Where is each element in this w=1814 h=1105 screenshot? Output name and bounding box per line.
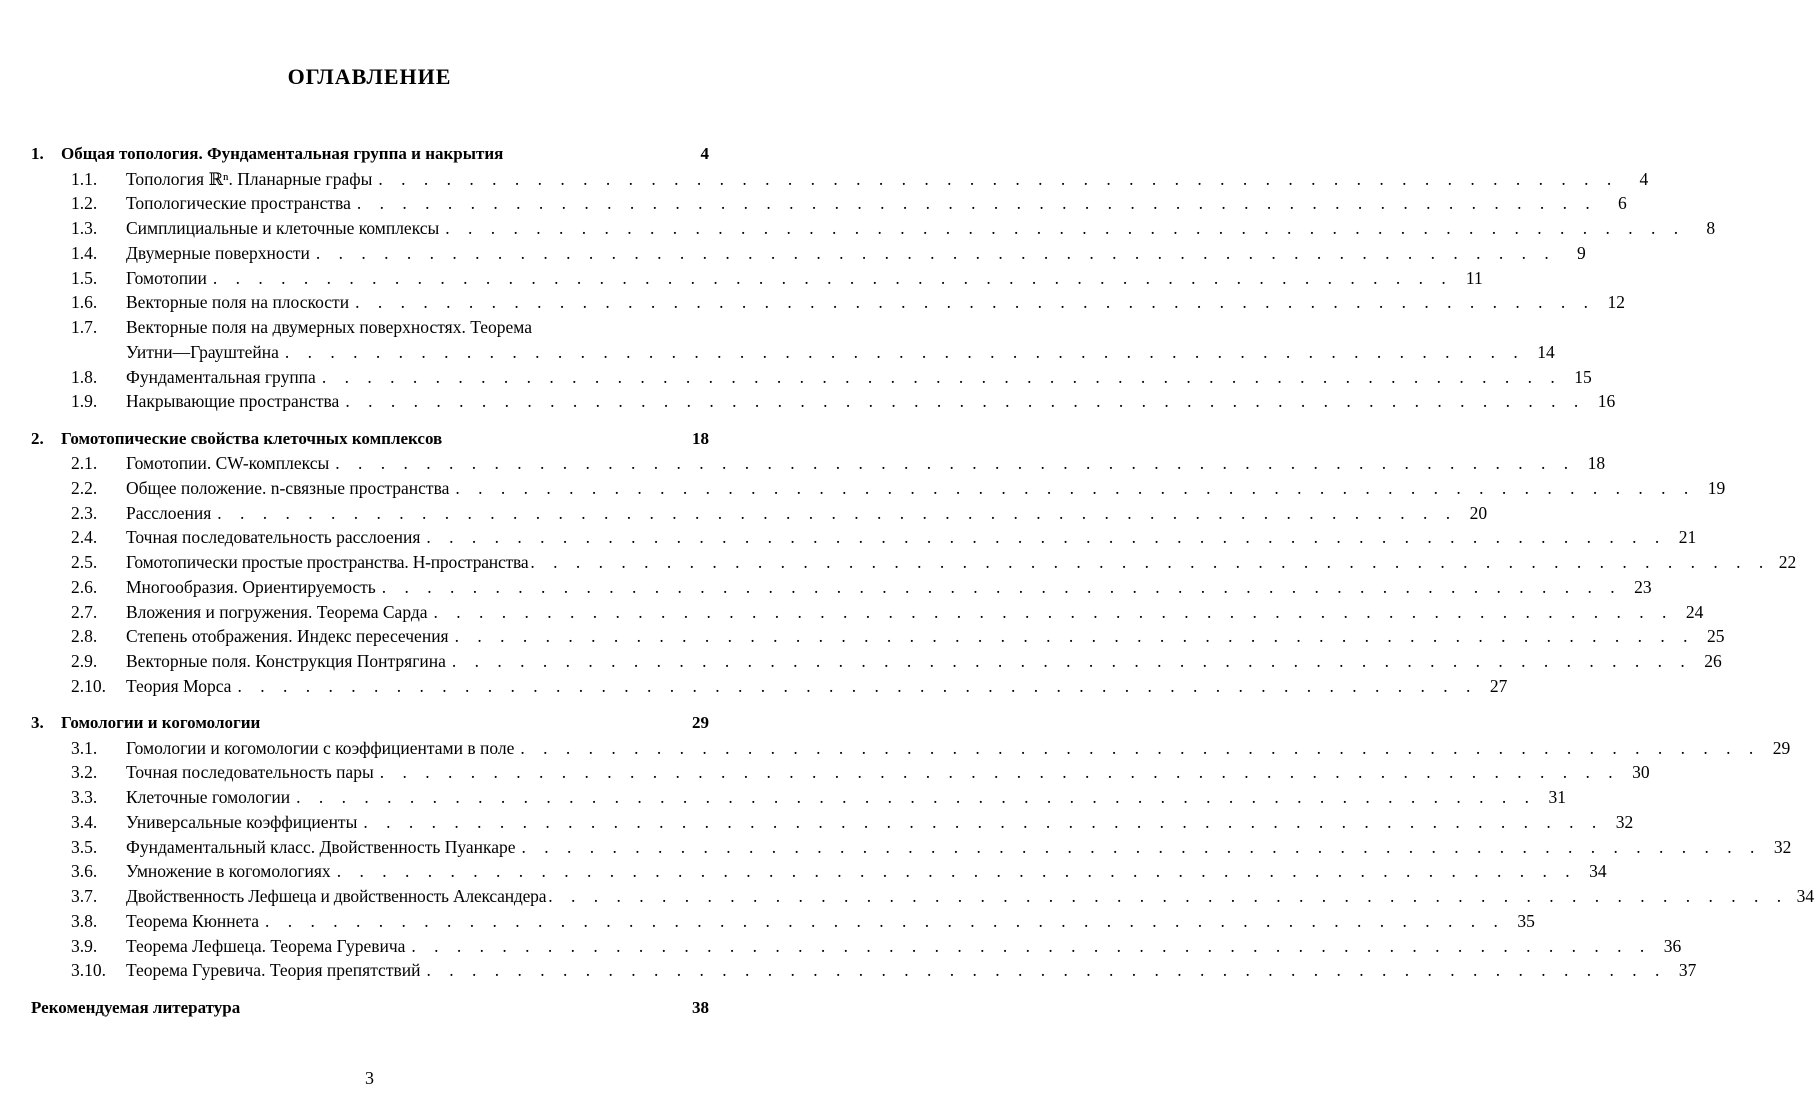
- entry-number: 3.1.: [71, 737, 98, 758]
- entry-title: Двойственность Лефшеца и двойственность Александера: [126, 886, 547, 906]
- chapter-title: Гомотопические свойства клеточных комплексов: [61, 428, 443, 448]
- toc-entry: [31, 649, 1722, 674]
- toc-entry: [31, 167, 1649, 192]
- entry-title: Гомологии и когомологии с коэффициентами в поле: [126, 737, 515, 758]
- toc-entry: [31, 624, 1725, 649]
- entry-page: 8: [1706, 218, 1716, 238]
- leader-dots: . . . . . . . . . . . . . . . . . . . . . . . . . . . . . . . . . . . . . . . . . . . . . . . . . . . . . . .: [345, 391, 1586, 412]
- leader-dots: . . . . . . . . . . . . . . . . . . . . . . . . . . . . . . . . . . . . . . . . . . . . . . . . . . . . . . .: [355, 292, 1595, 313]
- toc-entry: [31, 600, 1704, 625]
- toc-entry: [31, 884, 1814, 909]
- entry-title: Симплициальные и клеточные комплексы: [126, 218, 440, 238]
- toc-entry: [31, 958, 1697, 983]
- entry-title: Топология ℝⁿ. Планарные графы: [126, 168, 373, 189]
- entry-page: 11: [1465, 267, 1483, 288]
- chapter-number: 3.: [31, 713, 44, 732]
- entry-page: 15: [1574, 366, 1592, 387]
- entry-page: 35: [1517, 910, 1535, 931]
- entry-title: Расслоения: [126, 502, 212, 523]
- entry-page: 18: [1587, 453, 1606, 473]
- entry-page: 30: [1632, 762, 1650, 783]
- chapter-number: 1.: [31, 144, 44, 163]
- toc-entry: [31, 909, 1535, 934]
- toc-entry: [31, 859, 1607, 884]
- toc-entry: [31, 501, 1488, 526]
- entry-page: 14: [1537, 341, 1555, 362]
- toc-entry: [31, 476, 1726, 501]
- entry-title: Общее положение. n-связные пространства: [126, 477, 450, 498]
- leader-dots: . . . . . . . . . . . . . . . . . . . . . . . . . . . . . . . . . . . . . . . . . . . . . . . . . . . . . . .: [520, 737, 1761, 758]
- chapter-page: 4: [700, 144, 709, 163]
- references-title: Рекомендуемая литература: [31, 997, 241, 1017]
- entry-number: 2.6.: [71, 576, 98, 597]
- entry-title: Фундаментальная группа: [126, 366, 316, 387]
- table-of-contents: [31, 142, 1814, 1020]
- page-number: 3: [365, 1068, 374, 1088]
- entry-title: Теория Морса: [126, 675, 232, 696]
- entry-number: 3.5.: [71, 836, 98, 857]
- entry-number: 1.8.: [71, 366, 98, 387]
- chapter-page: 18: [692, 428, 709, 448]
- entry-title: Точная последовательность расслоения: [126, 527, 421, 548]
- entry-title: Топологические пространства: [126, 193, 351, 214]
- leader-dots: . . . . . . . . . . . . . . . . . . . . . . . . . . . . . . . . . . . . . . . . . . . . . . . . . . . . . . .: [381, 576, 1622, 597]
- leader-dots: . . . . . . . . . . . . . . . . . . . . . . . . . . . . . . . . . . . . . . . . . . . . . . . . . . . . . . .: [363, 811, 1604, 832]
- toc-entry: [31, 389, 1616, 414]
- entry-number: 2.2.: [71, 477, 98, 498]
- entry-page: 23: [1634, 576, 1652, 597]
- entry-page: 26: [1704, 651, 1722, 671]
- entry-number: 3.6.: [71, 861, 98, 882]
- leader-dots: . . . . . . . . . . . . . . . . . . . . . . . . . . . . . . . . . . . . . . . . . . . . . . . . . . . . . . .: [356, 193, 1597, 214]
- chapter-heading: [31, 711, 709, 736]
- entry-number: 2.5.: [71, 552, 98, 572]
- leader-dots: . . . . . . . . . . . . . . . . . . . . . . . . . . . . . . . . . . . . . . . . . . . . . . . . . . . . . . .: [321, 366, 1562, 387]
- entry-number: 1.1.: [71, 168, 98, 189]
- entry-page: 6: [1617, 193, 1627, 214]
- leader-dots: . . . . . . . . . . . . . . . . . . . . . . . . . . . . . . . . . . . . . . . . . . . . . . . . . . . . . . .: [411, 935, 1652, 956]
- leader-dots: . . . . . . . . . . . . . . . . . . . . . . . . . . . . . . . . . . . . . . . . . . . . . . . . . . . . . . .: [426, 960, 1667, 981]
- entry-number: 2.7.: [71, 601, 98, 622]
- page-title: ОГЛАВЛЕНИЕ: [287, 64, 452, 89]
- entry-number: 3.9.: [71, 935, 98, 956]
- entry-number: 2.1.: [71, 453, 98, 473]
- entry-number: 2.3.: [71, 502, 98, 523]
- entry-title: Теорема Гуревича. Теория препятствий: [126, 960, 421, 981]
- toc-entry: [31, 525, 1697, 550]
- toc-entry: [31, 760, 1650, 785]
- entry-page: 34: [1796, 886, 1814, 906]
- toc-entry: [31, 934, 1682, 959]
- entry-number: 3.7.: [71, 886, 98, 906]
- leader-dots: . . . . . . . . . . . . . . . . . . . . . . . . . . . . . . . . . . . . . . . . . . . . . . . . . . . . . . .: [521, 836, 1762, 857]
- toc-entry: [31, 785, 1566, 810]
- toc-entry: [31, 241, 1586, 266]
- leader-dots: . . . . . . . . . . . . . . . . . . . . . . . . . . . . . . . . . . . . . . . . . . . . . . . . . . . . . . .: [212, 267, 1453, 288]
- entry-title: Клеточные гомологии: [126, 787, 291, 807]
- entry-title: Векторные поля на плоскости: [126, 292, 350, 313]
- toc-entry: [31, 674, 1508, 699]
- toc-entry: [31, 365, 1592, 390]
- references-page: 38: [692, 997, 709, 1017]
- entry-number: 2.10.: [71, 675, 106, 696]
- leader-dots: . . . . . . . . . . . . . . . . . . . . . . . . . . . . . . . . . . . . . . . . . . . . . . . . . . . . . . .: [445, 218, 1686, 238]
- chapter-title: Общая топология. Фундаментальная группа и накрытия: [61, 144, 504, 163]
- leader-dots: . . . . . . . . . . . . . . . . . . . . . . . . . . . . . . . . . . . . . . . . . . . . . . . . . . . . . . .: [454, 626, 1695, 647]
- toc-entry: [31, 736, 1791, 761]
- entry-page: 12: [1607, 292, 1625, 313]
- entry-page: 32: [1773, 836, 1792, 857]
- toc-entry: [31, 191, 1627, 216]
- chapter-heading: [31, 427, 709, 452]
- entry-page: 24: [1685, 601, 1704, 622]
- entry-page: 25: [1706, 626, 1725, 647]
- toc-entry: [31, 216, 1716, 241]
- leader-dots: . . . . . . . . . . . . . . . . . . . . . . . . . . . . . . . . . . . . . . . . . . . . . . . . . . . . . . .: [451, 651, 1692, 671]
- toc-entry: [31, 810, 1634, 835]
- leader-dots: . . . . . . . . . . . . . . . . . . . . . . . . . . . . . . . . . . . . . . . . . . . . . . . . . . . . . . .: [335, 453, 1576, 473]
- entry-number: 1.6.: [71, 292, 98, 313]
- entry-number: 3.4.: [71, 811, 98, 832]
- toc-entry: [31, 550, 1797, 575]
- leader-dots: . . . . . . . . . . . . . . . . . . . . . . . . . . . . . . . . . . . . . . . . . . . . . . . . . . . . . . .: [379, 762, 1620, 783]
- toc-entry: [31, 315, 1555, 365]
- entry-number: 1.3.: [71, 218, 98, 238]
- entry-page: 16: [1597, 391, 1616, 412]
- leader-dots: . . . . . . . . . . . . . . . . . . . . . . . . . . . . . . . . . . . . . . . . . . . . . . . . . . . . . . .: [530, 552, 1771, 572]
- leader-dots: . . . . . . . . . . . . . . . . . . . . . . . . . . . . . . . . . . . . . . . . . . . . . . . . . . . . . . .: [237, 675, 1478, 696]
- entry-page: 4: [1639, 168, 1649, 189]
- toc-entry: [31, 575, 1652, 600]
- leader-dots: . . . . . . . . . . . . . . . . . . . . . . . . . . . . . . . . . . . . . . . . . . . . . . . . . . . . . . .: [336, 861, 1577, 882]
- entry-number: 1.4.: [71, 242, 98, 263]
- leader-dots: . . . . . . . . . . . . . . . . . . . . . . . . . . . . . . . . . . . . . . . . . . . . . . . . . . . . . . .: [265, 910, 1505, 931]
- entry-title: Гомотопически простые пространства. H-пространства: [126, 552, 529, 572]
- chapter-page: 29: [692, 713, 709, 732]
- entry-number: 3.2.: [71, 762, 98, 783]
- entry-number: 2.9.: [71, 651, 98, 671]
- entry-title: Степень отображения. Индекс пересечения: [126, 626, 449, 647]
- entry-number: 1.7.: [71, 317, 98, 337]
- chapter-number: 2.: [31, 428, 44, 448]
- entry-title-continued: Уитни—Грауштейна: [126, 341, 279, 362]
- entry-page: 19: [1707, 477, 1726, 498]
- entry-page: 20: [1469, 502, 1488, 523]
- references-heading: [31, 996, 709, 1021]
- entry-number: 3.3.: [71, 787, 98, 807]
- toc-entry: [31, 266, 1483, 291]
- entry-page: 34: [1589, 861, 1607, 882]
- entry-page: 21: [1678, 527, 1697, 548]
- entry-page: 9: [1576, 242, 1586, 263]
- entry-number: 3.8.: [71, 910, 98, 931]
- entry-title: Теорема Кюннета: [126, 910, 260, 931]
- entry-title: Накрывающие пространства: [126, 391, 340, 412]
- leader-dots: . . . . . . . . . . . . . . . . . . . . . . . . . . . . . . . . . . . . . . . . . . . . . . . . . . . . . . .: [548, 886, 1789, 906]
- entry-title: Вложения и погружения. Теорема Сарда: [126, 601, 428, 622]
- entry-page: 27: [1489, 675, 1508, 696]
- entry-page: 31: [1548, 787, 1566, 807]
- entry-page: 22: [1778, 552, 1797, 572]
- entry-number: 1.2.: [71, 193, 98, 214]
- entry-number: 1.5.: [71, 267, 98, 288]
- entry-title: Умножение в когомологиях: [126, 861, 331, 882]
- entry-number: 2.8.: [71, 626, 98, 647]
- leader-dots: . . . . . . . . . . . . . . . . . . . . . . . . . . . . . . . . . . . . . . . . . . . . . . . . . . . . . . .: [433, 601, 1674, 622]
- toc-entry: [31, 835, 1792, 860]
- entry-title: Многообразия. Ориентируемость: [126, 576, 376, 597]
- entry-number: 3.10.: [71, 960, 106, 981]
- toc-entry: [31, 451, 1606, 476]
- chapter-heading: [31, 142, 709, 167]
- entry-title: Векторные поля на двумерных поверхностях. Теорема: [126, 317, 532, 337]
- entry-page: 32: [1615, 811, 1634, 832]
- entry-title: Фундаментальный класс. Двойственность Пуанкаре: [126, 836, 516, 857]
- entry-title: Векторные поля. Конструкция Понтрягина: [126, 651, 446, 671]
- entry-title: Двумерные поверхности: [126, 242, 310, 263]
- leader-dots: . . . . . . . . . . . . . . . . . . . . . . . . . . . . . . . . . . . . . . . . . . . . . . . . . . . . . . .: [455, 477, 1696, 498]
- entry-number: 2.4.: [71, 527, 98, 548]
- toc-entry: [31, 290, 1625, 315]
- leader-dots: . . . . . . . . . . . . . . . . . . . . . . . . . . . . . . . . . . . . . . . . . . . . . . . . . . . . . . .: [378, 168, 1619, 189]
- entry-title: Теорема Лефшеца. Теорема Гуревича: [126, 935, 406, 956]
- chapter-title: Гомологии и когомологии: [61, 713, 261, 732]
- leader-dots: . . . . . . . . . . . . . . . . . . . . . . . . . . . . . . . . . . . . . . . . . . . . . . . . . . . . . . .: [217, 502, 1458, 523]
- entry-page: 29: [1772, 737, 1791, 758]
- leader-dots: . . . . . . . . . . . . . . . . . . . . . . . . . . . . . . . . . . . . . . . . . . . . . . . . . . . . . . .: [296, 787, 1536, 807]
- entry-title: Гомотопии. CW-комплексы: [126, 453, 330, 473]
- entry-page: 37: [1678, 960, 1697, 981]
- leader-dots: . . . . . . . . . . . . . . . . . . . . . . . . . . . . . . . . . . . . . . . . . . . . . . . . . . . . . . .: [315, 242, 1556, 263]
- leader-dots: . . . . . . . . . . . . . . . . . . . . . . . . . . . . . . . . . . . . . . . . . . . . . . . . . . . . . . .: [284, 341, 1525, 362]
- entry-page: 36: [1663, 935, 1682, 956]
- entry-title: Гомотопии: [126, 267, 207, 288]
- entry-title: Универсальные коэффициенты: [126, 811, 358, 832]
- leader-dots: . . . . . . . . . . . . . . . . . . . . . . . . . . . . . . . . . . . . . . . . . . . . . . . . . . . . . . .: [426, 527, 1667, 548]
- entry-number: 1.9.: [71, 391, 98, 412]
- entry-title: Точная последовательность пары: [126, 762, 374, 783]
